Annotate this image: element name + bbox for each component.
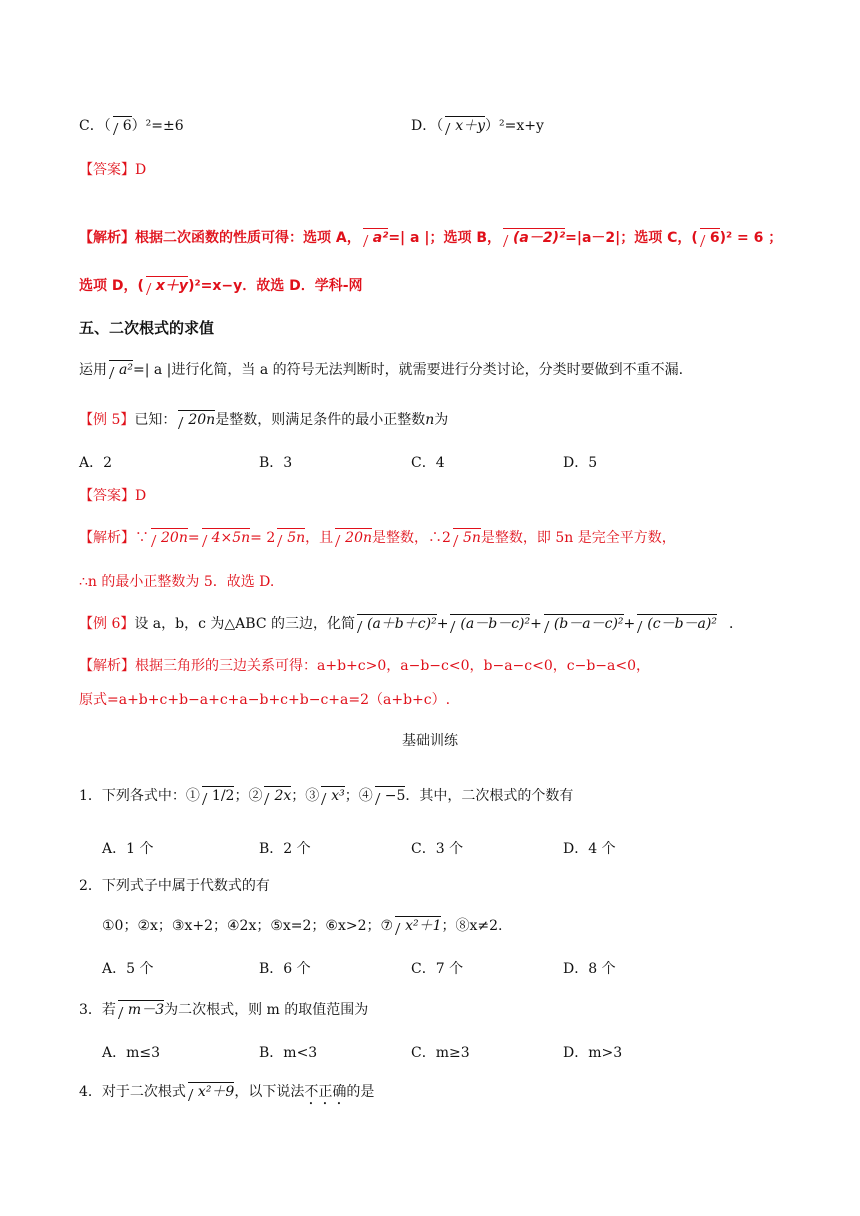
answer-2: 【答案】D	[79, 488, 147, 504]
question-4: 4．对于二次根式 x²＋9，以下说法不正确的是	[79, 1084, 375, 1100]
question-3: 3．若 m－3为二次根式，则 m 的取值范围为	[79, 1002, 369, 1018]
example-6: 【例 6】设 a，b，c 为△ABC 的三边，化简 (a＋b＋c)²+ (a－b－c)²+ (b－a－c)²+ (c－b－a)² ．	[79, 616, 743, 632]
question-2-list: ①0；②x；③x+2；④2x；⑤x=2；⑥x>2；⑦ x²＋1；⑧x≠2.	[102, 918, 503, 934]
sqrt: 5n	[277, 528, 305, 547]
q2-option-a: A．5 个	[102, 961, 154, 977]
sqrt: 5n	[453, 528, 481, 547]
q2-option-d: D．8 个	[563, 961, 616, 977]
q1-option-a: A．1 个	[102, 841, 154, 857]
q1-option-c: C．3 个	[411, 841, 464, 857]
sqrt: 20n	[335, 528, 372, 547]
analysis-1-line-1: 【解析】根据二次函数的性质可得：选项 A， a²=| a |；选项 B， (a－2)²=|a－2|；选项 C，( 6)² = 6 ；	[79, 230, 783, 246]
sqrt: (b－a－c)²	[544, 614, 624, 633]
sqrt: a²	[363, 228, 389, 247]
sqrt: x＋y	[146, 276, 188, 295]
sqrt: m－3	[118, 1000, 164, 1019]
sqrt: x²＋1	[395, 916, 441, 935]
intro-text: 运用 a²=| a |进行化简，当 a 的符号无法判断时，就需要进行分类讨论，分类时要做到不重不漏.	[79, 362, 684, 378]
q3-option-c: C．m≥3	[411, 1045, 470, 1061]
question-1: 1．下列各式中：① 1/2；② 2x；③ x³；④ −5．其中，二次根式的个数有	[79, 788, 574, 804]
analysis-2-line-2: ∴n 的最小正整数为 5．故选 D.	[79, 574, 275, 590]
question-2: 2．下列式子中属于代数式的有	[79, 878, 270, 894]
q3-option-b: B．m<3	[259, 1045, 318, 1061]
q3-option-d: D．m>3	[563, 1045, 623, 1061]
analysis-2-line-1: 【解析】∵ 20n= 4×5n= 2 5n，且 20n是整数，∴2 5n是整数，即 5n 是完全平方数，	[79, 530, 676, 546]
option-d: D．（ x＋y）²=x+y	[411, 118, 544, 134]
ex5-option-d: D．5	[563, 455, 598, 471]
basic-training-title: 基础训练	[402, 733, 458, 749]
q1-option-b: B．2 个	[259, 841, 311, 857]
sqrt: (a－b－c)²	[450, 614, 530, 633]
sqrt: 2x	[264, 786, 291, 805]
example-5: 【例 5】已知： 20n是整数，则满足条件的最小正整数n为	[79, 412, 449, 428]
ex5-option-a: A．2	[79, 455, 113, 471]
sqrt: 4×5n	[202, 528, 251, 547]
sqrt: 1/2	[202, 786, 235, 805]
q2-option-b: B．6 个	[259, 961, 311, 977]
sqrt: 6	[113, 116, 132, 135]
sqrt: x²＋9	[188, 1082, 234, 1101]
ex5-option-c: C．4	[411, 455, 445, 471]
sqrt: (a＋b＋c)²	[357, 614, 437, 633]
analysis-3-line-2: 原式=a+b+c+b−a+c+a−b+c+b−c+a=2（a+b+c）.	[79, 692, 451, 708]
sqrt: x＋y	[445, 116, 485, 135]
section-title: 五、二次根式的求值	[79, 319, 215, 337]
ex5-option-b: B．3	[259, 455, 293, 471]
q1-option-d: D．4 个	[563, 841, 616, 857]
analysis-3-line-1: 【解析】根据三角形的三边关系可得：a+b+c>0，a−b−c<0，b−a−c<0，c−b−a<0，	[79, 658, 650, 674]
analysis-1-line-2: 选项 D，( x＋y)²=x−y．故选 D．学科-网	[79, 278, 363, 294]
sqrt: x³	[321, 786, 345, 805]
sqrt: a²	[109, 360, 133, 379]
sqrt: −5	[375, 786, 406, 805]
sqrt: 6	[700, 228, 720, 247]
answer-1: 【答案】D	[79, 162, 147, 178]
sqrt: (c－b－a)²	[637, 614, 717, 633]
sqrt: (a－2)²	[503, 228, 565, 247]
q2-option-c: C．7 个	[411, 961, 464, 977]
q3-option-a: A．m≤3	[102, 1045, 161, 1061]
option-c: C．（ 6）²=±6	[79, 118, 184, 134]
sqrt: 20n	[151, 528, 188, 547]
sqrt: 20n	[178, 410, 215, 429]
